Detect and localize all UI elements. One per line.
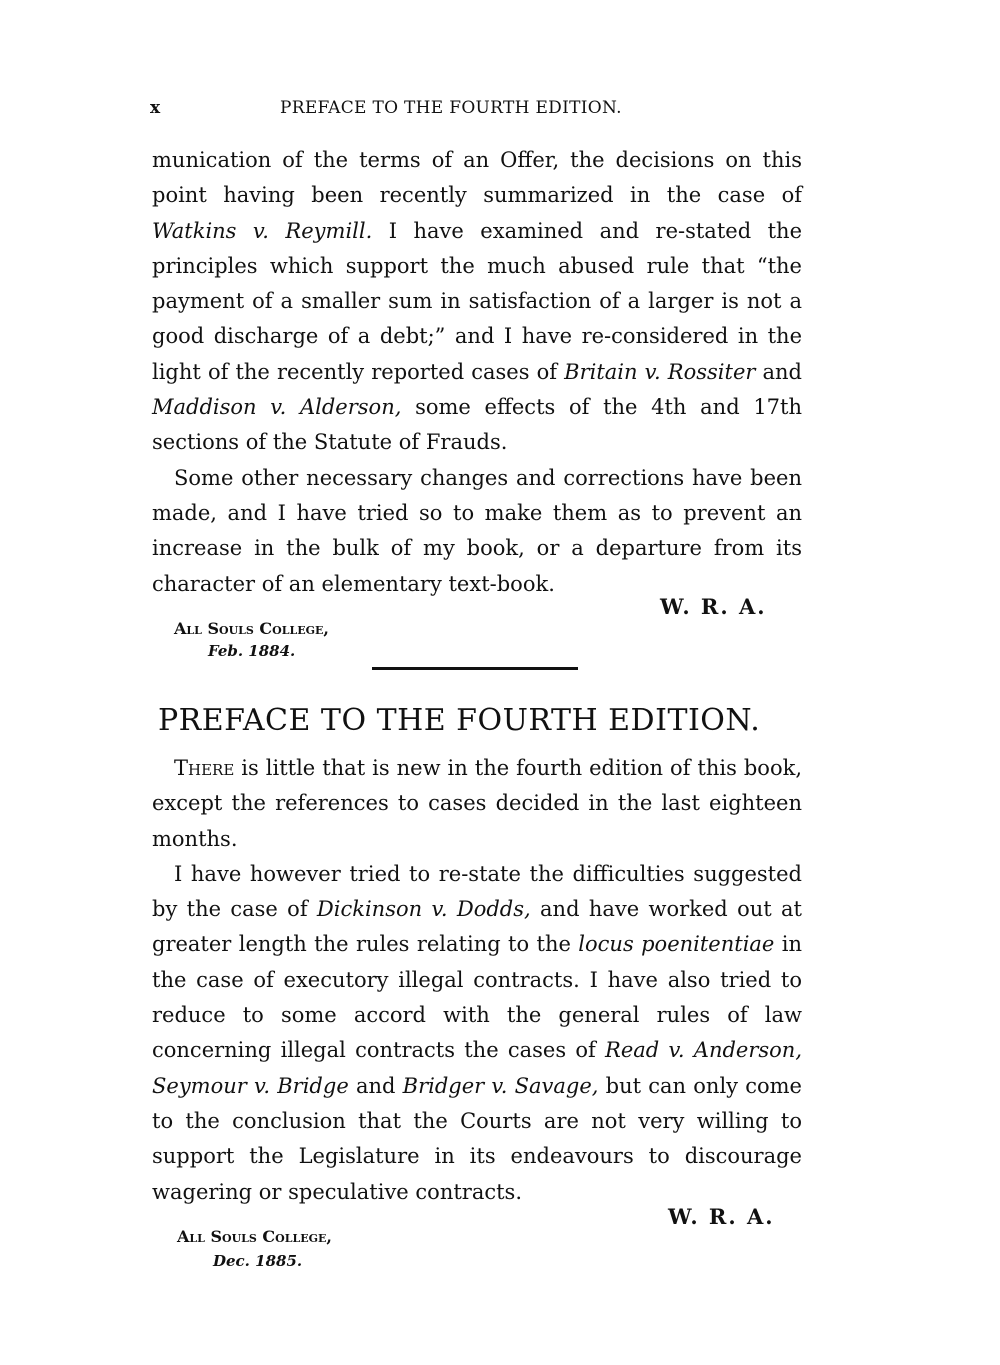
running-head xyxy=(150,98,790,122)
latin-term: locus poenitentiae xyxy=(578,932,775,957)
text-run: munication of the terms of an Offer, the decisions on this point having been recently summarized in the case of xyxy=(152,148,802,208)
text-run: I have however tried to re-state the difficulties suggested by the case of xyxy=(152,861,802,922)
third-preface-paragraph-1 xyxy=(152,143,802,461)
case-name: Read v. Anderson, Seymour v. Bridge xyxy=(152,1038,802,1098)
text-run: some effects of the 4th and 17th sections of the Statute of Frauds. xyxy=(152,395,802,455)
fourth-preface-signature: W. R. A. xyxy=(668,1204,775,1229)
running-title: PREFACE TO THE FOURTH EDITION. xyxy=(280,98,622,118)
fourth-preface-body xyxy=(152,751,802,1210)
third-preface-paragraph-2: Some other necessary changes and corrections have been made, and I have tried so to make them as to prevent an increase in the bulk of my book, or a departure from its character of an elementary text-book. xyxy=(152,465,802,596)
fourth-preface-paragraph-1 xyxy=(152,751,802,857)
case-name: Maddison v. Alderson, xyxy=(152,395,402,420)
case-name: Bridger v. Savage, xyxy=(402,1073,599,1098)
text-run: I have examined and re-stated the principles which support the much abused rule that “the payment of a smaller sum in satisfaction of a larger is not a good discharge of a debt;” and I have re-considered in the light of the recently reported cases of xyxy=(152,218,802,384)
text-run: and xyxy=(755,359,802,384)
third-preface-body xyxy=(152,143,802,602)
case-name: Dickinson v. Dodds, xyxy=(316,897,531,922)
text-run: and have worked out at greater length the rules relating to the xyxy=(152,897,802,957)
fourth-preface-date: Dec. 1885. xyxy=(213,1252,303,1270)
third-preface-signature: W. R. A. xyxy=(660,594,767,619)
text-run: in the case of executory illegal contracts. I have also tried to reduce to some accord with the general rules of law concerning illegal contracts the cases of xyxy=(152,932,802,1063)
page-number: x xyxy=(150,98,161,118)
case-name: Britain v. Rossiter xyxy=(564,359,756,384)
lead-word: There xyxy=(174,756,235,780)
section-divider xyxy=(372,667,578,670)
fourth-preface-place: All Souls College, xyxy=(177,1227,332,1246)
text-run: but can only come to the conclusion that the Courts are not very willing to support the Legislature in its endeavours to discourage wagering or speculative contracts. xyxy=(152,1073,802,1204)
fourth-preface-heading: PREFACE TO THE FOURTH EDITION. xyxy=(158,703,761,738)
text-run: and xyxy=(348,1073,403,1098)
case-name: Watkins v. Reymill. xyxy=(152,218,373,243)
third-preface-place: All Souls College, xyxy=(174,619,329,638)
fourth-preface-paragraph-2 xyxy=(152,857,802,1210)
third-preface-date: Feb. 1884. xyxy=(208,642,296,660)
text-run: is little that is new in the fourth edition of this book, except the references to cases decided in the last eighteen months. xyxy=(152,756,802,851)
